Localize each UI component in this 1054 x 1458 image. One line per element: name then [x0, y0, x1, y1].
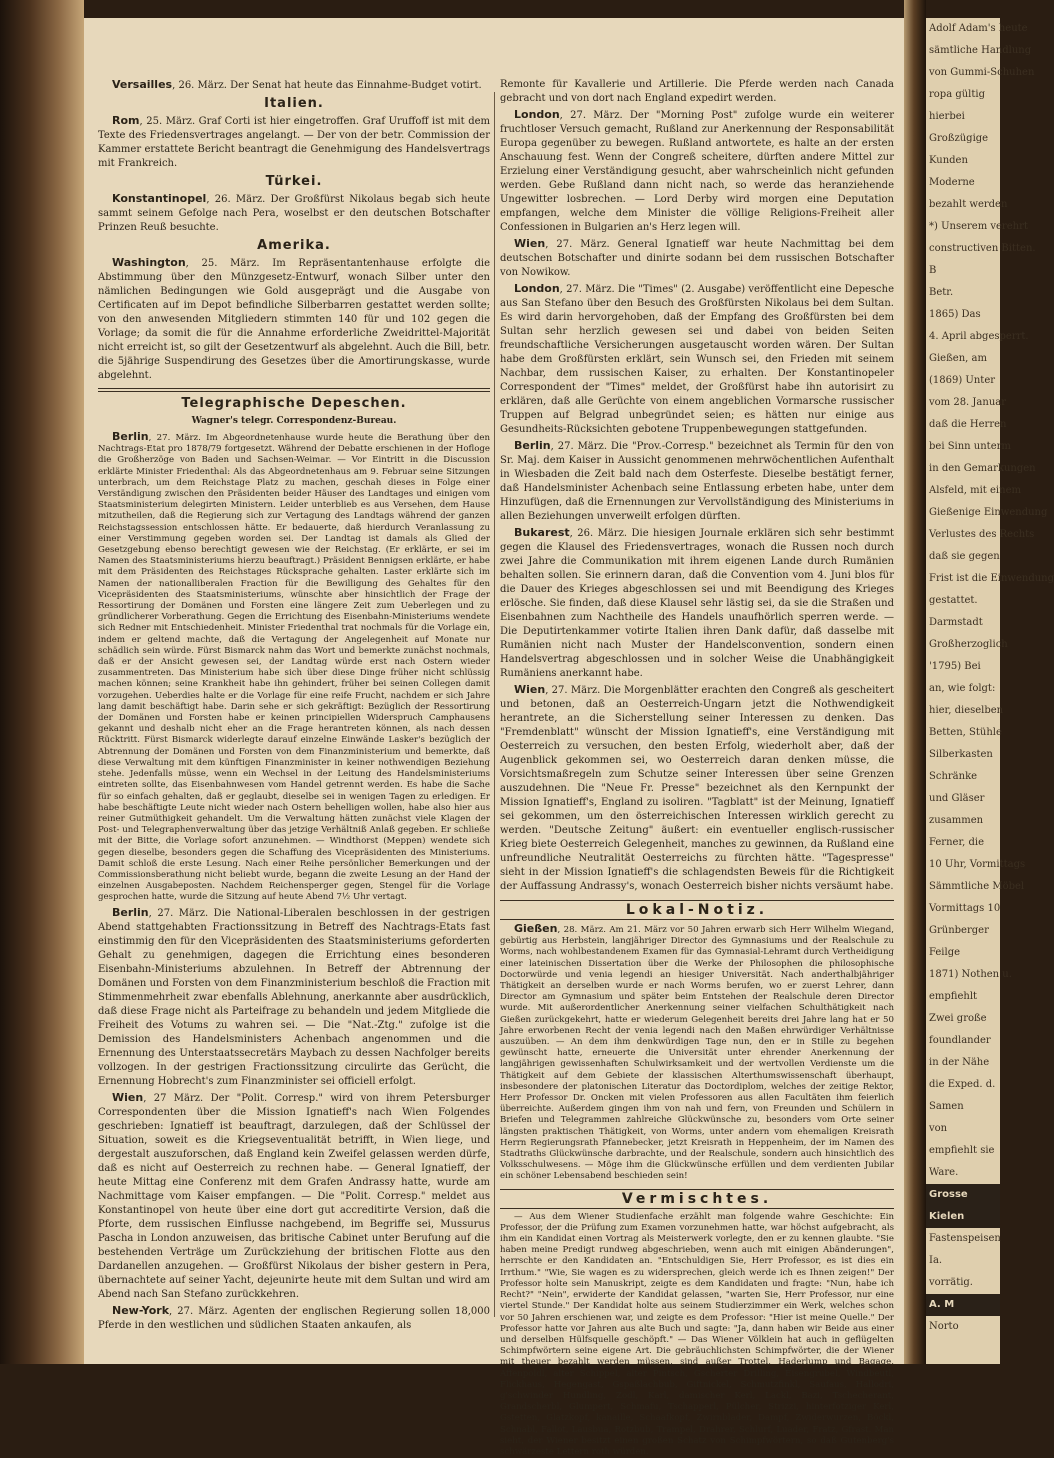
book-binding-left — [0, 0, 84, 1364]
next-page-fragment: die Exped. d. — [929, 1079, 996, 1090]
section-rule — [98, 388, 490, 392]
next-page-fragment: ropa gültig — [929, 89, 986, 100]
dateline: Konstantinopel — [112, 192, 207, 205]
next-page-fragment: Sämmtliche Möbel — [929, 881, 1025, 892]
dateline: Berlin — [112, 430, 149, 443]
dateline: Wien — [112, 1090, 144, 1104]
next-page-fragment: an, wie folgt: — [929, 683, 996, 694]
dateline: Bukarest — [514, 526, 570, 539]
article-text: , 26. März. Der Senat hat heute das Einnahme-Budget votirt. — [172, 80, 482, 91]
next-page-fragment: Ware. — [929, 1167, 959, 1178]
next-page-fragment: foundlander — [929, 1035, 991, 1046]
next-page-fragment: Adolf Adam's heute — [929, 23, 1028, 34]
next-page-fragment: vorrätig. — [929, 1277, 973, 1288]
next-page-fragment: in der Nähe — [929, 1057, 990, 1068]
next-page-fragment: daß sie gegen — [929, 551, 1000, 562]
next-page-fragment: Schränke — [929, 771, 978, 782]
next-page-fragment: Großzügige — [929, 133, 989, 144]
section-heading-telegraphic: Telegraphische Depeschen. — [181, 396, 407, 411]
next-page-fragment: Grosse — [926, 1184, 1000, 1206]
article-newyork — [98, 1304, 490, 1333]
article-text: , 28. März. Am 21. März vor 50 Jahren erwarb sich Herr Wilhelm Wiegand, gebürtig aus Herbstein, langjähriger Director des Gymnasiums und der Realschule zu Worms, nach wohlbestandenem Examen für das Gymnasial-Lehramt durch Vertheidigung einer lateinischen Dissertation über die Werke der Philosophen die philosophische Doctorwürde und venia legendi an hiesiger Universität. Nach anderthalbjähriger Thätigkeit an derselben wurde er nach Worms berufen, wo er zuerst Lehrer, dann Director am Gymnasium und später beim Entstehen der Realschule deren Director wurde. Mit außerordentlicher Anerkennung seiner vielfachen Schulthätigkeit nach Gießen zurückgekehrt, hatte er wiederum Gelegenheit bereits drei Jahre lang hat er 50 Jahre erworbenen Recht der venia legendi nach den Maßen ehrwürdiger Verhältnisse auszuüben. — An dem ihm denkwürdigen Tage nun, den er in Stille zu begehen gewünscht hatte, erneuerte die Universität unter ehrender Anerkennung der langjährigen gewissenhaften Schulwirksamkeit und der wertvollen Verdienste um die Thätigkeit auf dem Gebiete der klassischen Alterthumswissenschaft überhaupt, insbesondere der platonischen Literatur das Doctordiplom, welches der zeitige Rektor, Herr Professor Dr. Oncken mit vielen Professoren aus allen Facultäten ihm feierlich überreichte. Außerdem gingen ihm von nah und fern, von Freunden und Schülern in Briefen und Telegrammen zahlreiche Glückwünsche zu, besonders vom Orte seiner längsten praktischen Thätigkeit, von Worms, unter andern vom ehemaligen Kreisrath Herrn Regierungsrath Pfannebecker, jetzt Kreisrath in Heppenheim, der im Namen des Stadtraths Glückwünsche darbrachte, und der Realschule, sondern auch hinsichtlich des Volksschulwesens. — Möge ihm die Glückwünsche erfüllen und dem verdienten Jubilar ein schöner Lebensabend beschieden sein! — [500, 925, 894, 1182]
article-berlin-3 — [500, 439, 894, 524]
dateline: Versailles — [112, 78, 173, 91]
dateline: New-York — [112, 1303, 170, 1317]
next-page-fragment: von — [929, 1123, 948, 1134]
dateline: Wien — [514, 683, 546, 696]
next-page-fragment: Betten, Stühle — [929, 727, 1002, 738]
next-page-fragment: sämtliche Handlung — [929, 45, 1032, 56]
dateline: Berlin — [514, 439, 551, 452]
next-page-fragment: Kielen — [926, 1206, 1000, 1228]
next-page-fragment: empfiehlt — [929, 991, 978, 1002]
article-london-2 — [500, 282, 894, 437]
next-page-fragment: daß die Herren — [929, 419, 1007, 430]
next-page-fragment: Verlustes des Rechts — [929, 529, 1035, 540]
next-page-fragment: '1795) Bei — [929, 661, 981, 672]
next-page-fragment: Gießen, am — [929, 353, 987, 364]
article-text: , 27. März. General Ignatieff war heute Nachmittag bei dem deutschen Botschafter und dinirte sodann bei dem russischen Botschafter von Nowikow. — [500, 239, 894, 278]
section-heading-italien: Italien. — [264, 96, 324, 111]
next-page-fragment: zusammen — [929, 815, 984, 826]
article-giessen — [500, 923, 894, 1183]
next-page-fragment: Kunden — [929, 155, 968, 166]
article-konstantinopel — [98, 192, 490, 235]
next-page-fragment: *) Unserem verehrt — [929, 221, 1028, 232]
next-page-fragment: B — [929, 265, 937, 276]
next-page-fragment: Großherzoglich — [929, 639, 1008, 650]
dateline: Berlin — [112, 905, 149, 919]
next-page-fragment: bezahlt werden — [929, 199, 1008, 210]
next-page-fragment: hier, dieselben — [929, 705, 1004, 716]
article-text: , 27 März. Der "Polit. Corresp." wird von ihrem Petersburger Correspondenten über die Mission Ignatieff's nach Wien Folgendes geschrieben: Ignatieff ist beauftragt, darzulegen, daß der Schlüssel der Situation, soweit es die Kriegseventualität betrifft, in Wien liege, und dergestalt auszuforschen, daß England kein Zweifel gelassen werden dürfe, daß es nicht auf Oesterreich zu rechnen habe. — General Ignatieff, der heute Mittag eine Conferenz mit dem Grafen Andrassy hatte, wurde am Nachmittage vom Kaiser empfangen. — Die "Polit. Corresp." meldet aus Konstantinopel von heute über eine dort gut accreditirte Version, daß die Pforte, dem russischen Einflusse nachgebend, im Begriffe sei, Mussurus Pascha in London anzuweisen, das britische Cabinet unter Berufung auf die bestehenden Verträge um Zurückziehung der britischen Flotte aus den Dardanellen anzugehen. — Großfürst Nikolaus der bisher gestern in Pera, übernachtete auf seiner Yacht, dejeunirte heute mit dem Sultan und wird am Abend nach San Stefano zurückkehren. — [98, 1092, 490, 1300]
next-page-fragment: Fastenspeisen — [929, 1233, 1001, 1244]
article-text: , 27. März. Der "Morning Post" zufolge wurde ein weiterer fruchtloser Versuch gemacht, Rußland zur Anerkennung der Responsabilität Europa gegenüber zu bewegen. Rußland antwortete, es halte an der ersten Anschauung fest. Wenn der Congreß scheitere, dürften andere Mittel zur Erzielung einer Verständigung gesucht, aber wahrscheinlich nicht gefunden werden. Gebe Rußland dann nicht nach, so werde das heranziehende Ungewitter losbrechen. — Lord Derby wird morgen eine Deputation empfangen, welche dem Minister die völlige Religions-Freiheit aller Confessionen in Bulgarien an's Herz legen will. — [500, 110, 894, 233]
section-heading-tuerkei: Türkei. — [265, 174, 323, 189]
next-page-fragment: in den Gemarkungen — [929, 463, 1036, 474]
article-remonte-continued: Remonte für Kavallerie und Artillerie. Die Pferde werden nach Canada gebracht und von dort nach England expedirt werden. — [500, 79, 894, 104]
dateline: Washington — [112, 256, 186, 269]
right-column — [500, 78, 894, 1457]
next-page-fragment: Feilge — [929, 947, 961, 958]
article-text: , 25. März. Graf Corti ist hier eingetroffen. Graf Uruffoff ist mit dem Texte des Friedensvertrages angelangt. — Der von der betr. Commission der Kammer erstattete Bericht beantragt die Genehmigung des Handelsvertrags mit Frankreich. — [98, 116, 490, 169]
section-heading-amerika: Amerika. — [257, 238, 331, 253]
article-text: , 27. März. Die Morgenblätter erachten den Congreß als gescheitert und betonen, daß an Oesterreich-Ungarn jetzt die Nothwendigkeit herantrete, an die Sicherstellung seiner Interessen zu denken. Das "Fremdenblatt" wünscht der Mission Ignatieff's, eine Verständigung mit Oesterreich zu versuchen, den besten Erfolg, wiederholt aber, daß der Augenblick gekommen sei, wo Oesterreich daran denken müsse, die Vorsichtsmaßregeln zum Schutze seiner Interessen über seine Grenzen auszudehnen. Die "Neue Fr. Presse" bezeichnet als den Kernpunkt der Mission Ignatieff's, England zu isoliren. "Tagblatt" ist der Meinung, Ignatieff sei gekommen, um den österreichischen Interessen wirklich gerecht zu werden. "Deutsche Zeitung" äußert: ein eventueller englisch-russischer Krieg biete Oesterreich Gelegenheit, manches zu gewinnen, da Rußland eine unfreundliche Neutralität Oesterreichs zu fürchten hätte. "Tagespresse" sieht in der Mission Ignatieff's die schlagendsten Beweis für die Richtigkeit der Auffassung Andrassy's, wonach Oesterreich bisher nichts versäumt habe. — [500, 685, 894, 892]
section-heading-vermischtes: Vermischtes. — [500, 1189, 894, 1209]
next-page-fragment: Alsfeld, mit einem — [929, 485, 1021, 496]
book-gutter — [904, 0, 926, 1364]
article-wien-1 — [98, 1091, 490, 1302]
next-page-fragment: constructiven Bitten. — [929, 243, 1036, 254]
article-text: , 26. März. Der Großfürst Nikolaus begab sich heute sammt seinem Gefolge nach Pera, woselbst er den deutschen Botschafter Prinzen Reuß besuchte. — [98, 194, 490, 233]
section-heading-lokal: Lokal-Notiz. — [500, 900, 894, 920]
article-berlin-2 — [98, 906, 490, 1089]
article-washington — [98, 256, 490, 383]
next-page-fragment: 1871) Nothen u. — [929, 969, 1012, 980]
dateline: London — [514, 108, 560, 121]
dateline: Rom — [112, 114, 140, 127]
article-vermischtes: — Aus dem Wiener Studienfache erzählt man folgende wahre Geschichte: Ein Professor, der die Prüfung zum Examen vorzunehmen hatte, war höchst aufgebracht, als ihm ein Kandidat einen Vortrag als Meisterwerk vorlegte, den er zu kennen glaubte. "Sie haben meine Predigt rundweg abgeschrieben, wenn auch mit einigen Abänderungen", herrschte er den Kandidaten an. "Entschuldigen Sie, Herr Professor, es ist dies ein Irrthum." "Wie, Sie wagen es zu widersprechen, gleich werde ich es Ihnen zeigen!" Der Professor holte sein Manuskript, zeigte es dem Kandidaten und fragte: "Nun, habe ich Recht?" "Nein", erwiderte der Kandidat gelassen, "warten Sie, Herr Professor, nur eine viertel Stunde." Der Kandidat holte aus seinem Studierzimmer ein Werk, welches schon vor 50 Jahren erschienen war, und zeigte es dem Professor: "Hier ist meine Quelle." Der Professor hatte vor Jahren aus alte Buch und sagte: "Ja, dann haben wir Beide aus einer und derselben Hülfsquelle geschöpft." — Das Wiener Völklein hat auch in geflügelten Schimpfwörtern seine eigene Art. Die gebräuchlichsten Schimpfwörter, die der Wiener mit theuer bezahlt werden müssen, sind außer Trottel, Haderlump und Bagage, Affenpoldl, alter Schippel, alter Pintsch, Gscherter Drilling, Eisengrubel, Windbeutl, Flickhaus, Hegengast, Gspaßlachbub, Giftnickel, Schmutzfinkl, Saufaus, Hallodri, g'schwinder Hundling, Zodl, Karl, damischer Kerl, Lackl, Bazi, Tschecherant, Grandscherbl, Glumpert, Schmafu, Tschapperl, Pülcher, Strizzi, hinterfotziger Kerl, Gstetten, Glatzkopf, kanaille, Schaafkopf, Zwirnblader, Dampf, Zwiderwurzen, Böckl, Schnabl, Fallot, Lausbua, Rotzbub, Trampel, Drahrer, Schlurf, Luader, Fratz, Gfrast. Man sieht, der Wiener besitzt einen großen Schatz von Schimpfwörtern, so daß Gutenberg's schwärzeste Lettern roth würden. — [500, 1211, 894, 1457]
next-page-fragment: und Gläser — [929, 793, 985, 804]
article-london-1 — [500, 108, 894, 235]
next-page-fragment: A. M — [926, 1294, 1000, 1316]
next-page-edge — [926, 18, 1054, 1364]
next-page-fragment: Grünberger — [929, 925, 989, 936]
dateline: Wien — [514, 237, 546, 250]
next-page-fragment: 1865) Das — [929, 309, 981, 320]
article-versailles — [98, 78, 490, 93]
next-page-fragment: Norto — [929, 1321, 959, 1332]
next-page-fragments — [926, 18, 1054, 1338]
next-page-fragment: vom 28. Januar — [929, 397, 1007, 408]
next-page-fragment: 4. April abgesperrt. — [929, 331, 1029, 342]
next-page-fragment: Zwei große — [929, 1013, 987, 1024]
article-rom — [98, 114, 490, 171]
next-page-fragment: Darmstadt — [929, 617, 983, 628]
article-text: , 27. März. Die "Times" (2. Ausgabe) veröffentlicht eine Depesche aus San Stefano über den Besuch des Großfürsten Nikolaus bei dem Sultan. Es wird darin hervorgehoben, daß der Empfang des Großfürsten bei dem Sultan sehr herzlich gewesen sei und dabei von beiden Seiten freundschaftliche Versicherungen ausgetauscht worden wären. Der Sultan habe dem Großfürsten erklärt, sein Wunsch sei, den Frieden mit seinem Nachbar, dem russischen Kaiser, zu erhalten. Der Konstantinopeler Correspondent der "Times" meldet, der Großfürst habe ihn autorisirt zu erklären, daß alle Gerüchte von einem angeblichen Vormarsche russischer Truppen auf Belgrad unbegründet seien; es hätten nur einige aus Gesundheits-Rücksichten gebotene Truppenbewegungen stattgefunden. — [500, 284, 894, 435]
next-page-fragment: hierbei — [929, 111, 965, 122]
next-page-fragment: Betr. — [929, 287, 954, 298]
article-text: , 27. März. Agenten der englischen Regierung sollen 18,000 Pferde in den westlichen und südlichen Staaten ankaufen, als — [98, 1305, 490, 1331]
next-page-fragment: Moderne — [929, 177, 975, 188]
article-text: , 26. März. Die hiesigen Journale erklären sich sehr bestimmt gegen die Klausel des Friedensvertrages, wonach die Russen noch durch zwei Jahre die Communikation mit ihrem eigenen Lande durch Rumänien behalten sollen. Sie erinnern daran, daß die Convention vom 4. Juni blos für die Dauer des Krieges abgeschlossen sei und mit Beendigung des Krieges erlösche. Sie finden, daß diese Klausel sehr lästig sei, da sie die Straßen und Eisenbahnen zum Nachtheile des Handels unaufhörlich sperren werde. — Die Deputirtenkammer votirte Italien ihren Dank dafür, daß dasselbe mit Rumänien nicht nach Muster der Handelsconvention, sondern einen Handelsvertrag abgeschlossen und in solcher Weise die Unabhängigkeit Rumäniens anerkannt habe. — [500, 528, 894, 679]
article-wien-2 — [500, 237, 894, 280]
article-text: , 27. März. Die National-Liberalen beschlossen in der gestrigen Abend stattgehabten Fractionssitzung in Betreff des Nachtrags-Etats fast einstimmig den für den Vicepräsidenten des Staatsministeriums geforderten Gehalt zu genehmigen, dagegen die Errichtung eines besonderen Eisenbahn-Ministeriums abzulehnen. In Betreff der Abtrennung der Domänen und Forsten von dem Finanzministerium beschloß die Fraction mit Stimmenmehrheit zwar ebenfalls Ablehnung, anerkannte aber ausdrücklich, daß diese Frage nicht als Parteifrage zu behandeln und jedem Mitgliede die Freiheit des Votums zu wahren sei. — Die "Nat.-Ztg." zufolge ist die Demission des Handelsministers Achenbach angenommen und die Ernennung des Unterstaatssecretärs Maybach zu dessen Nachfolger bereits vollzogen. In der gestrigen Fractionssitzung circulirte das Gerücht, die Ernennung Hobrecht's zum Finanzminister sei officiell erfolgt. — [98, 907, 490, 1087]
article-text: , 25. März. Im Repräsentantenhause erfolgte die Abstimmung über den Münzgesetz-Entwurf, wonach Silber unter den nämlichen Bedingungen wie Gold ausgeprägt und die Ausgabe von Certificaten auf im Depot befindliche Silberbarren gestattet werden sollte; von den anwesenden Mitgliedern stimmten 140 für und 102 gegen die Vorlage; da somit die für die Annahme erforderliche Zweidrittel-Majorität nicht erreicht ist, so gilt der Gesetzentwurf als abgelehnt. Auch die Bill, betr. die 5jährige Suspendirung des Gesetzes über die Amortirungskasse, wurde abgelehnt. — [98, 258, 490, 381]
dateline: London — [514, 282, 560, 295]
article-bukarest — [500, 526, 894, 681]
next-page-fragment: Frist ist die Einwendung — [929, 573, 1054, 584]
next-page-fragment: Samen — [929, 1101, 964, 1112]
bureau-subheading: Wagner's telegr. Correspondenz-Bureau. — [191, 416, 397, 426]
article-text: , 27. März. Im Abgeordnetenhause wurde heute die Berathung über den Nachtrags-Etat pro 1878/79 fortgesetzt. Während der Debatte erschienen in der Hofloge die Großherzöge von Baden und Sachsen-Weimar. — Vor Eintritt in die Discussion erklärte Minister Friedenthal: Als das Abgeordnetenhaus am 9. Februar seine Sitzungen unterbrach, um dem Reichstage Platz zu machen, geschah dieses in Folge einer Verständigung zwischen den Präsidenten beider Häuser des Landtages und einigen vom Staatsministerium delegirten Ministern. Leider unterblieb es aus Versehen, dem Hause mitzutheilen, daß die Regierung sich zur Vertagung des Landtags während der ganzen Reichstagssession entschlossen hätte. Er bedauerte, daß hierdurch Veranlassung zu einer Verstimmung gegeben worden sei. Der Landtag ist damals als Glied der Gesetzgebung ebenso berechtigt gewesen wie der Reichstag. (Er erklärte, er sei im Namen des Staatsministeriums hierzu beauftragt.) Präsident Bennigsen erklärte, er habe mit dem Präsidenten des Reichstages Rücksprache gehalten. Laster erklärte sich im Namen der nationalliberalen Fraction für die Bewilligung des Gehaltes für den Vicepräsidenten des Staatsministeriums, wünschte aber hinsichtlich der Frage der Ressortirung der Domänen und Forsten eine längere Zeit zum Ueberlegen und zu gründlicherer Vorberathung. Gegen die Errichtung des Eisenbahn-Ministeriums wendete sich Redner mit Entschiedenheit. Minister Friedenthal trat nochmals für die Vorlage ein, indem er geltend machte, daß die Vertagung der Angelegenheit auf Monate nur schädlich sein würde. Fürst Bismarck nahm das Wort und bemerkte zunächst nochmals, daß er der Ansicht gewesen sei, der Landtag würde erst nach Ostern wieder zusammentreten. Das Ministerium habe sich über diese Dinge früher nicht schlüssig machen können; seine Krankheit habe ihn gehindert, früher bei seinen Collegen damit vorzugehen. Ueberdies halte er die Vorlage für eine reife Frucht, nachdem er sich Jahre lang damit beschäftigt habe. Darin sehe er sich gekräftigt: Bezüglich der Ressortirung der Domänen und Forsten habe er keinen principiellen Widerspruch Camphausens gekannt und deshalb nicht eher an die Frage herantreten können, als nach dessen Rücktritt. Fürst Bismarck widerlegte darauf einzelne Einwände Lasker's bezüglich der Abtrennung der Domänen und Forsten von dem Finanzministerium und bemerkte, daß diese Verwaltung mit dem künftigen Finanzminister in keiner nothwendigen Beziehung stehe. Jedenfalls müsse, wenn ein Wechsel in der Leitung des Handelsministeriums eintreten sollte, das Eisenbahnwesen vom Handel getrennt werden. Es habe die Sache für so einfach gehalten, daß er geglaubt, dieselbe sei in wenigen Tagen zu erledigen. Er habe beschäftigte Leute nicht wieder nach Ostern behelligen wollen, habe also hier aus reiner Gutmüthigkeit gehandelt. Um die Verwaltung hätten zunächst viele Klagen der Post- und Telegraphenverwaltung über das jetzige Verhältniß Anlaß gegeben. Er schließe mit der Bitte, die Vorlage sofort anzunehmen. — Windthorst (Meppen) wendete sich gegen dieselbe, besonders gegen die Schaffung des Vicepräsidenten des Ministeriums. Damit schloß die erste Lesung. Nach einer Reihe persönlicher Bemerkungen und der Commissionsberathung nicht beliebt wurde, begann die zweite Lesung an der Hand der einzelnen Ausgabeposten. Nachdem Reichensperger gegen, Stengel für die Vorlage gesprochen hatte, wurde die Sitzung auf heute Abend 7½ Uhr vertagt. — [98, 433, 490, 903]
next-page-fragment: 10 Uhr, Vormittags — [929, 859, 1026, 870]
left-column — [98, 78, 490, 1331]
next-page-fragment: Ia. — [929, 1255, 943, 1266]
dateline: Gießen — [514, 922, 558, 935]
next-page-fragment: (1869) Unter — [929, 375, 996, 386]
article-wien-3 — [500, 683, 894, 894]
next-page-fragment: von Gummi-Schuhen — [929, 67, 1035, 78]
article-berlin-1 — [98, 431, 490, 904]
next-page-fragment: gestattet. — [929, 595, 978, 606]
next-page-fragment: Ferner, die — [929, 837, 985, 848]
next-page-fragment: empfiehlt sie — [929, 1145, 995, 1156]
next-page-fragment: Gießenige Einwendung — [929, 507, 1048, 518]
article-text: , 27. März. Die "Prov.-Corresp." bezeichnet als Termin für den von Sr. Maj. dem Kaiser in Aussicht genommenen mehrwöchentlichen Aufenthalt in Wiesbaden die Zeit bald nach dem Osterfeste. Dieselbe bestätigt ferner, daß Handelsminister Achenbach seine Entlassung erbeten habe, unter dem Hinzufügen, daß die Ernennungen zur Vervollständigung des Ministeriums in allen Beziehungen unverweilt erfolgen dürften. — [500, 441, 894, 522]
column-divider — [494, 92, 495, 1317]
next-page-fragment: Vormittags 10 — [929, 903, 1001, 914]
next-page-fragment: Silberkasten — [929, 749, 993, 760]
next-page-fragment: bei Sinn unterm — [929, 441, 1011, 452]
